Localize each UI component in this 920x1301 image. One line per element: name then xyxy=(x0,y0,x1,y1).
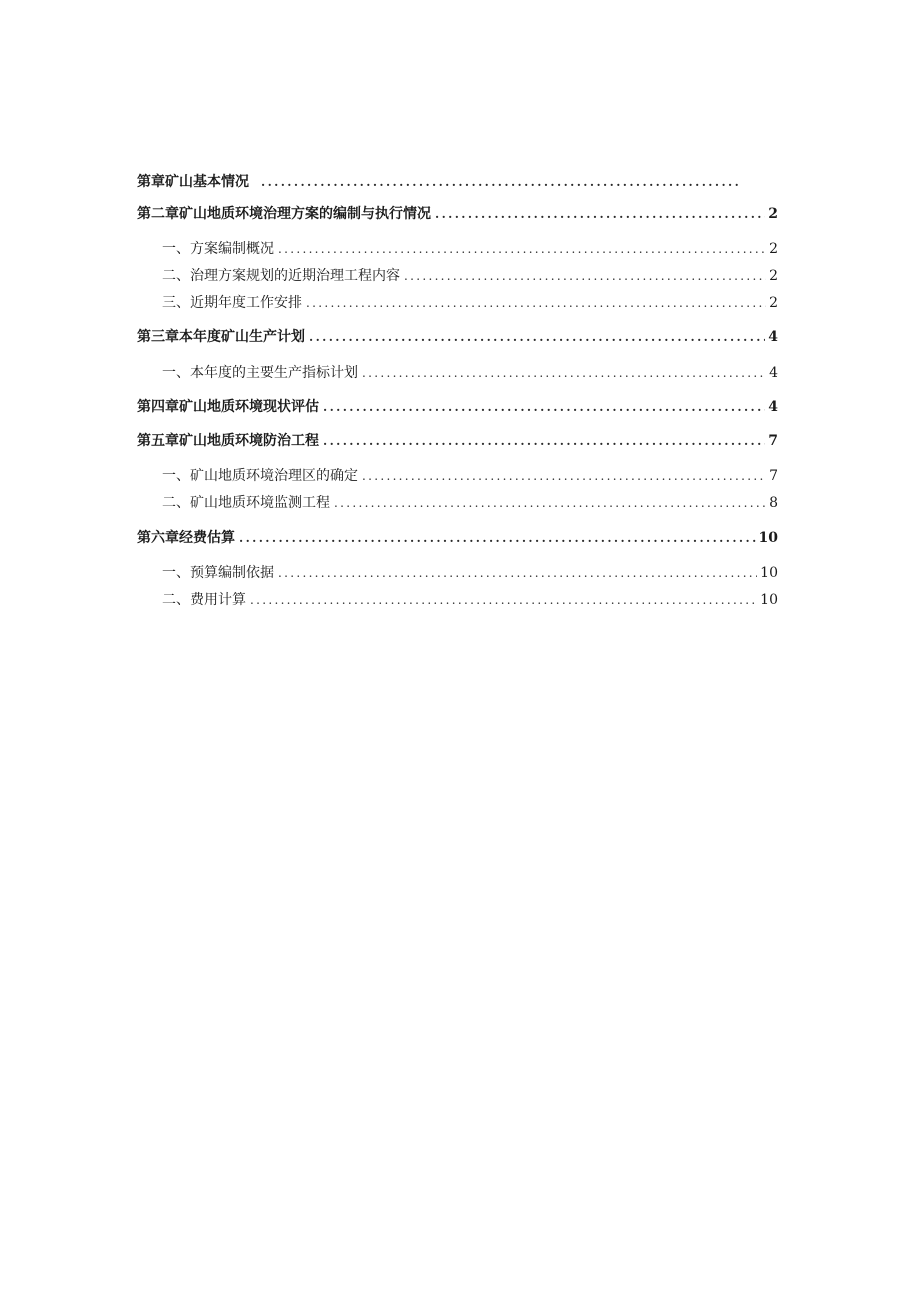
toc-entry-page: 4 xyxy=(768,399,778,415)
toc-entry-section-3-1[interactable] xyxy=(162,362,778,384)
toc-entry-title: 二、费用计算 xyxy=(162,592,246,608)
toc-entry-title: 第六章经费估算 xyxy=(137,530,235,546)
toc-entry-title: 第二章矿山地质环境治理方案的编制与执行情况 xyxy=(137,206,431,222)
toc-entry-title: 一、预算编制依据 xyxy=(162,565,274,581)
dot-leader xyxy=(261,171,739,193)
dot-leader xyxy=(334,492,766,514)
toc-entry-title: 第五章矿山地质环境防治工程 xyxy=(137,433,319,449)
dot-leader xyxy=(323,430,765,452)
toc-entry-title: 三、近期年度工作安排 xyxy=(162,295,302,311)
toc-entry-title: 一、本年度的主要生产指标计划 xyxy=(162,365,358,381)
toc-entry-title: 一、方案编制概况 xyxy=(162,241,274,257)
toc-entry-section-2-3[interactable] xyxy=(162,292,778,314)
toc-entry-section-5-2[interactable] xyxy=(162,492,778,514)
toc-entry-page: 8 xyxy=(769,495,778,511)
toc-entry-title: 一、矿山地质环境治理区的确定 xyxy=(162,468,358,484)
toc-entry-chapter-6[interactable] xyxy=(137,527,778,549)
dot-leader xyxy=(278,238,766,260)
toc-entry-section-2-1[interactable] xyxy=(162,238,778,260)
dot-leader xyxy=(250,589,757,611)
toc-entry-page: 7 xyxy=(768,433,778,449)
toc-entry-page: 2 xyxy=(768,206,778,222)
toc-entry-page: 10 xyxy=(760,592,778,608)
toc-entry-page: 2 xyxy=(769,241,778,257)
toc-entry-title: 第四章矿山地质环境现状评估 xyxy=(137,399,319,415)
toc-entry-title: 第章矿山基本情况 xyxy=(137,174,249,190)
toc-entry-page: 4 xyxy=(768,329,778,345)
toc-entry-title: 第三章本年度矿山生产计划 xyxy=(137,329,305,345)
dot-leader xyxy=(309,326,765,348)
toc-entry-page: 10 xyxy=(758,530,778,546)
toc-entry-page: 10 xyxy=(760,565,778,581)
dot-leader xyxy=(278,562,757,584)
toc-entry-page: 7 xyxy=(769,468,778,484)
toc-entry-chapter-3[interactable] xyxy=(137,326,778,348)
toc-entry-page: 2 xyxy=(769,295,778,311)
toc-entry-section-6-2[interactable] xyxy=(162,589,778,611)
toc-entry-chapter-1[interactable] xyxy=(137,171,778,193)
dot-leader xyxy=(362,362,766,384)
dot-leader xyxy=(435,203,765,225)
toc-entry-section-6-1[interactable] xyxy=(162,562,778,584)
dot-leader xyxy=(306,292,766,314)
dot-leader xyxy=(323,396,765,418)
toc-entry-page: 2 xyxy=(769,268,778,284)
toc-entry-title: 二、矿山地质环境监测工程 xyxy=(162,495,330,511)
toc-entry-chapter-4[interactable] xyxy=(137,396,778,418)
toc-entry-section-5-1[interactable] xyxy=(162,465,778,487)
toc-entry-chapter-5[interactable] xyxy=(137,430,778,452)
toc-entry-section-2-2[interactable] xyxy=(162,265,778,287)
dot-leader xyxy=(362,465,766,487)
dot-leader xyxy=(404,265,766,287)
toc-entry-chapter-2[interactable] xyxy=(137,203,778,225)
toc-entry-title: 二、治理方案规划的近期治理工程内容 xyxy=(162,268,400,284)
dot-leader xyxy=(239,527,756,549)
toc-entry-page: 4 xyxy=(769,365,778,381)
